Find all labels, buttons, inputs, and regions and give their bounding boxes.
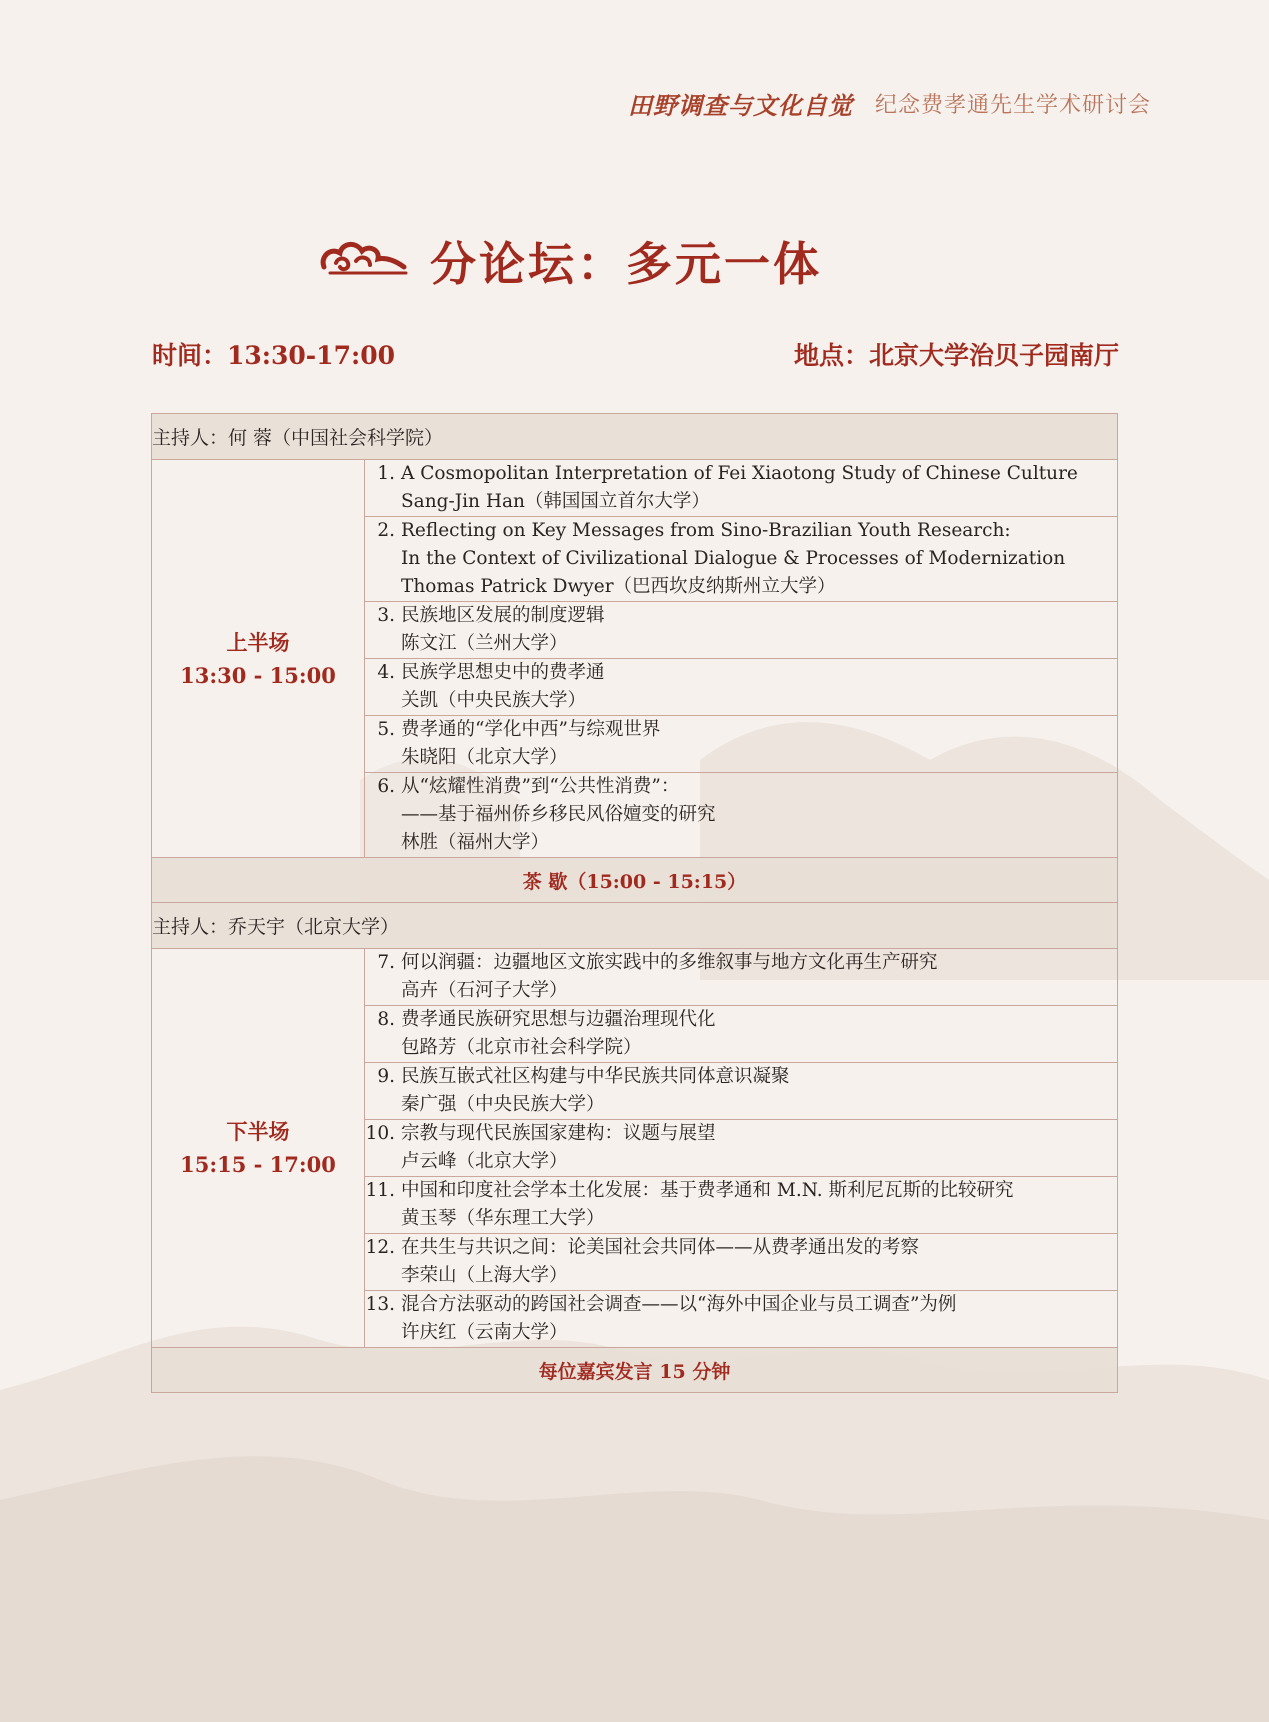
talk-title: 何以润疆：边疆地区文旅实践中的多维叙事与地方文化再生产研究: [401, 952, 938, 973]
talk-title: 费孝通民族研究思想与边疆治理现代化: [401, 1009, 716, 1030]
footer-note-row: [152, 1348, 1118, 1393]
talk-speaker: 秦广强（中央民族大学）: [401, 1094, 605, 1115]
talk-number: 3.: [377, 605, 395, 626]
talk-title: 民族互嵌式社区构建与中华民族共同体意识凝聚: [401, 1066, 790, 1087]
talk-item: [365, 1177, 1118, 1234]
session-name: 上半场: [226, 629, 290, 655]
talk-row: [152, 460, 1118, 517]
talk-number: 9.: [377, 1066, 395, 1087]
talk-title-continued: In the Context of Civilizational Dialogue & Processes of Modernization: [401, 548, 1066, 569]
talk-title: A Cosmopolitan Interpretation of Fei Xiaotong Study of Chinese Culture: [401, 463, 1078, 484]
talk-number: 10.: [365, 1123, 395, 1144]
talk-speaker: 高卉（石河子大学）: [401, 980, 568, 1001]
talk-number: 4.: [377, 662, 395, 683]
talk-speaker: 许庆红（云南大学）: [401, 1322, 568, 1343]
talk-number: 7.: [377, 952, 395, 973]
talk-item: [365, 1234, 1118, 1291]
host-row: [152, 414, 1118, 460]
talk-item: [365, 1006, 1118, 1063]
talk-number: 13.: [365, 1294, 395, 1315]
talk-title: 中国和印度社会学本土化发展：基于费孝通和 M.N. 斯利尼瓦斯的比较研究: [401, 1180, 1014, 1201]
talk-item: [365, 949, 1118, 1006]
event-name: 纪念费孝通先生学术研讨会: [874, 93, 1151, 118]
talk-speaker: 包路芳（北京市社会科学院）: [401, 1037, 642, 1058]
calligraphy-logo: 田野调查与文化自觉: [627, 91, 853, 120]
page-title: 分论坛：多元一体: [430, 237, 822, 291]
talk-speaker: 林胜（福州大学）: [401, 832, 550, 853]
footer-note: 每位嘉宾发言 15 分钟: [152, 1348, 1118, 1393]
session-name: 下半场: [226, 1119, 290, 1144]
host-label: 主持人：乔天宇（北京大学）: [152, 903, 1118, 949]
talk-title-continued: ——基于福州侨乡移民风俗嬗变的研究: [401, 804, 716, 825]
title-block: [316, 228, 822, 294]
talk-speaker: Sang-Jin Han（韩国国立首尔大学）: [401, 491, 710, 512]
talk-number: 5.: [377, 719, 395, 740]
event-time: 时间：13:30-17:00: [152, 341, 395, 370]
talk-speaker: 朱晓阳（北京大学）: [401, 747, 568, 768]
event-place: 地点：北京大学治贝子园南厅: [793, 341, 1119, 370]
host-row: [152, 903, 1118, 949]
host-label: 主持人：何 蓉（中国社会科学院）: [152, 414, 1118, 460]
talk-title: 民族地区发展的制度逻辑: [401, 605, 605, 626]
session-time: 15:15 - 17:00: [180, 1152, 336, 1177]
tea-break: 茶 歇（15:00 - 15:15）: [152, 858, 1118, 903]
talk-speaker: 李荣山（上海大学）: [401, 1265, 568, 1286]
talk-title: 宗教与现代民族国家建构：议题与展望: [401, 1123, 716, 1144]
talk-title: 民族学思想史中的费孝通: [401, 662, 605, 683]
talk-speaker: 陈文江（兰州大学）: [401, 633, 568, 654]
talk-item: [365, 659, 1118, 716]
talk-speaker: 黄玉琴（华东理工大学）: [401, 1208, 605, 1229]
talk-item: [365, 773, 1118, 858]
session-label: [152, 949, 365, 1348]
talk-item: [365, 460, 1118, 517]
auspicious-cloud-icon: [316, 237, 412, 285]
talk-number: 8.: [377, 1009, 395, 1030]
talk-speaker: Thomas Patrick Dwyer（巴西坎皮纳斯州立大学）: [401, 576, 836, 597]
talk-row: [152, 949, 1118, 1006]
session-time: 13:30 - 15:00: [180, 662, 336, 688]
talk-number: 11.: [365, 1180, 395, 1201]
talk-speaker: 关凯（中央民族大学）: [401, 690, 587, 711]
talk-speaker: 卢云峰（北京大学）: [401, 1151, 568, 1172]
schedule-table: [151, 413, 1118, 1393]
talk-number: 6.: [377, 776, 395, 797]
session-label: [152, 460, 365, 858]
talk-item: [365, 1120, 1118, 1177]
talk-item: [365, 1063, 1118, 1120]
talk-title: 在共生与共识之间：论美国社会共同体——从费孝通出发的考察: [401, 1237, 920, 1258]
talk-item: [365, 716, 1118, 773]
talk-item: [365, 517, 1118, 602]
talk-number: 2.: [377, 520, 395, 541]
talk-title: 费孝通的“学化中西”与综观世界: [401, 719, 661, 740]
talk-number: 1.: [377, 463, 395, 484]
talk-number: 12.: [365, 1237, 395, 1258]
talk-title: 混合方法驱动的跨国社会调查——以“海外中国企业与员工调查”为例: [401, 1294, 957, 1315]
talk-title: 从“炫耀性消费”到“公共性消费”：: [401, 776, 680, 797]
tea-break-row: [152, 858, 1118, 903]
talk-item: [365, 1291, 1118, 1348]
header-brand: [628, 86, 1151, 121]
talk-item: [365, 602, 1118, 659]
talk-title: Reflecting on Key Messages from Sino-Brazilian Youth Research:: [401, 520, 1011, 541]
